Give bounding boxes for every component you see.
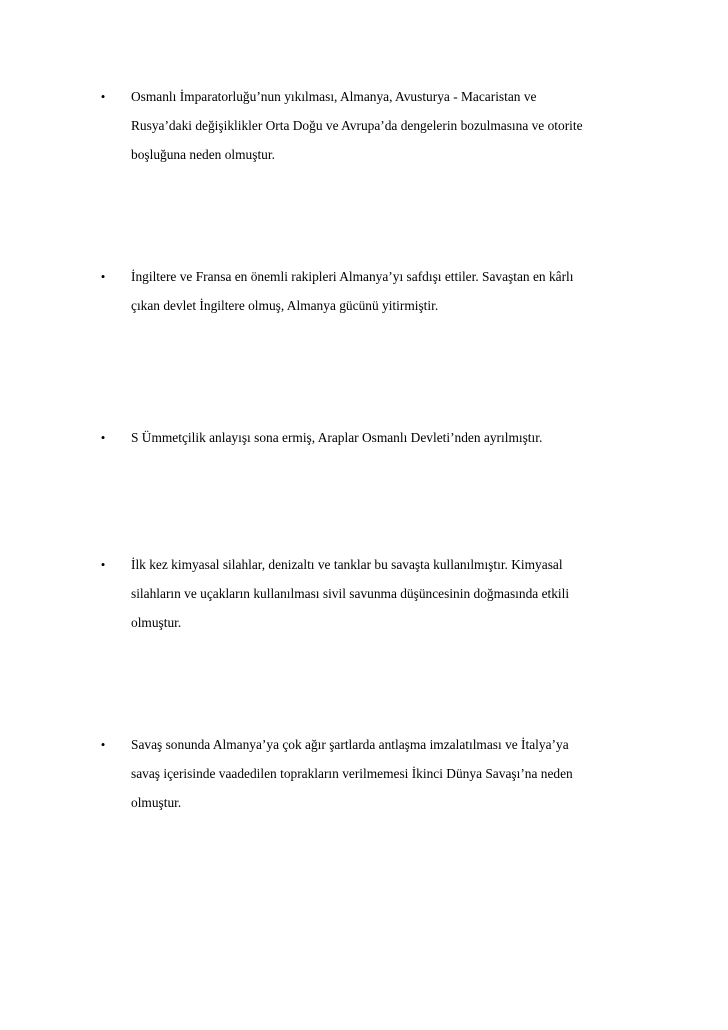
text-line: olmuştur. (131, 615, 182, 630)
text-line: Savaş sonunda Almanya’ya çok ağır şartlarda antlaşma imzalatılması ve İtalya’ya (131, 737, 569, 752)
text-line: olmuştur. (131, 795, 182, 810)
bullet-icon: • (100, 737, 106, 752)
bullet-text (131, 82, 651, 169)
bullet-text (131, 730, 651, 817)
text-line: İlk kez kimyasal silahlar, denizaltı ve tanklar bu savaşta kullanılmıştır. Kimyasal (131, 557, 563, 572)
text-line: savaş içerisinde vaadedilen toprakların verilmemesi İkinci Dünya Savaşı’na neden (131, 766, 573, 781)
text-line: İngiltere ve Fransa en önemli rakipleri Almanya’yı safdışı ettiler. Savaştan en kârlı (131, 269, 574, 284)
bullet-icon: • (100, 430, 106, 445)
bullet-text (131, 423, 651, 452)
text-line: Rusya’daki değişiklikler Orta Doğu ve Avrupa’da dengelerin bozulmasına ve otorite (131, 118, 583, 133)
text-line: silahların ve uçakların kullanılması sivil savunma düşüncesinin doğmasında etkili (131, 586, 570, 601)
bullet-icon: • (100, 269, 106, 284)
text-line: S Ümmetçilik anlayışı sona ermiş, Araplar Osmanlı Devleti’nden ayrılmıştır. (131, 430, 543, 445)
bullet-icon: • (100, 89, 106, 104)
bullet-text (131, 262, 651, 320)
text-line: boşluğuna neden olmuştur. (131, 147, 275, 162)
text-line: Osmanlı İmparatorluğu’nun yıkılması, Almanya, Avusturya - Macaristan ve (131, 89, 537, 104)
bullet-text (131, 550, 651, 637)
bullet-icon: • (100, 557, 106, 572)
text-line: çıkan devlet İngiltere olmuş, Almanya gücünü yitirmiştir. (131, 298, 439, 313)
